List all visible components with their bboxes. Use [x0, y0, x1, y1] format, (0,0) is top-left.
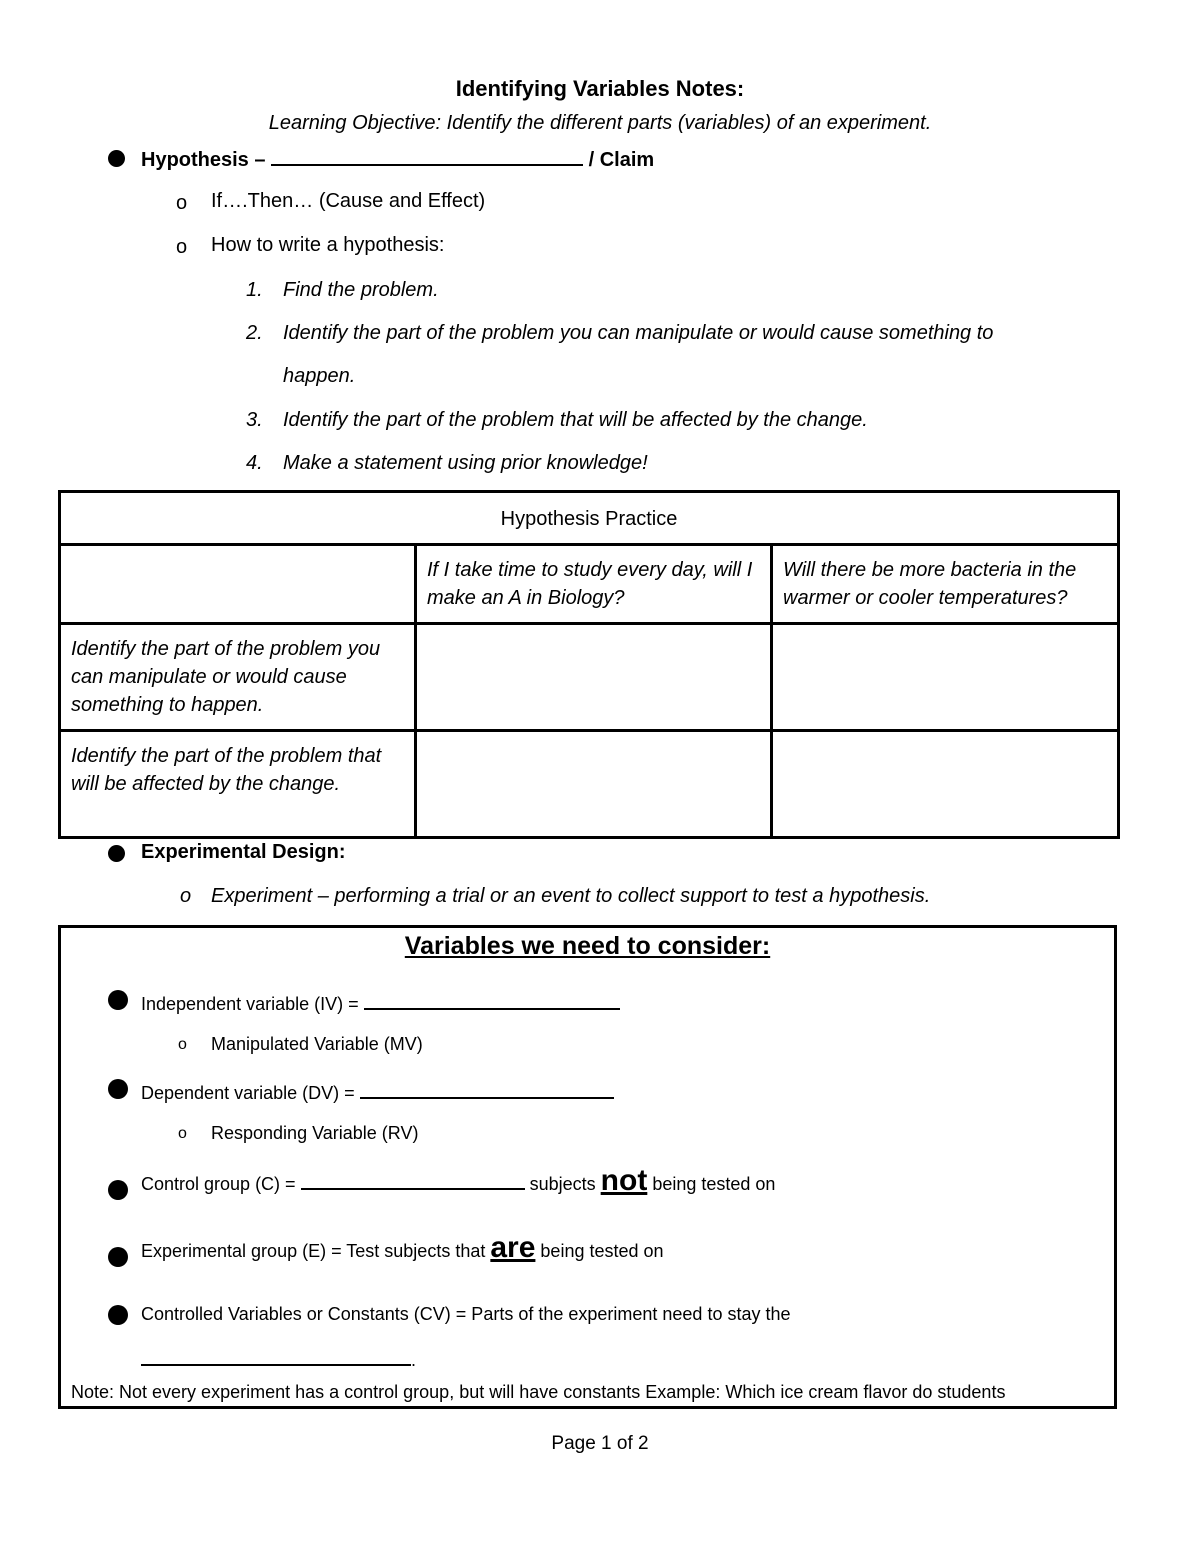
hypothesis-sub2: How to write a hypothesis: — [211, 234, 445, 256]
bullet-icon — [108, 845, 125, 862]
circle-bullet-icon: o — [176, 192, 188, 214]
experimental-line — [141, 1231, 664, 1265]
control-blank — [301, 1170, 525, 1190]
table-row — [60, 624, 1119, 731]
step-1: Find the problem. — [283, 279, 439, 301]
hypothesis-line — [141, 146, 654, 172]
iv-line — [141, 990, 620, 1015]
table-header: Hypothesis Practice — [60, 492, 1119, 545]
hypothesis-claim: / Claim — [588, 149, 655, 171]
table-row — [60, 545, 1119, 624]
dv-blank — [360, 1079, 614, 1099]
iv-label: Independent variable (IV) = — [141, 994, 359, 1014]
experiment-definition: Experiment – performing a trial or an event to collect support to test a hypothesis. — [211, 885, 931, 907]
circle-bullet-icon: o — [178, 1125, 187, 1142]
experimental-design-label: Experimental Design: — [141, 841, 346, 863]
bullet-icon — [108, 1079, 128, 1099]
table-row-label-2: Identify the part of the problem that will be affected by the change. — [60, 731, 416, 838]
step-number: 4. — [246, 452, 263, 474]
experimental-end: being tested on — [540, 1241, 664, 1261]
answer-cell[interactable] — [772, 624, 1119, 731]
iv-blank — [364, 990, 620, 1010]
hypothesis-blank — [271, 146, 583, 166]
table-row — [60, 731, 1119, 838]
bullet-icon — [108, 1247, 128, 1267]
note-text: Note: Not every experiment has a control group, but will have constants Example: Which ice cream flavor do students — [71, 1382, 1006, 1402]
table-question-1: If I take time to study every day, will I make an A in Biology? — [416, 545, 772, 624]
answer-cell[interactable] — [772, 731, 1119, 838]
step-3: Identify the part of the problem that will be affected by the change. — [283, 409, 868, 431]
page-number: Page 1 of 2 — [551, 1433, 649, 1454]
circle-bullet-icon: o — [178, 1036, 187, 1053]
hypothesis-practice-table — [58, 490, 1120, 839]
step-number: 3. — [246, 409, 263, 431]
bullet-icon — [108, 1305, 128, 1325]
table-cell-empty — [60, 545, 416, 624]
italic-bullet-icon: o — [180, 885, 192, 907]
control-end: being tested on — [652, 1174, 776, 1194]
dv-sub: Responding Variable (RV) — [211, 1123, 419, 1143]
bullet-icon — [108, 150, 125, 167]
learning-objective: Learning Objective: Identify the different parts (variables) of an experiment. — [268, 112, 932, 134]
bullet-icon — [108, 1180, 128, 1200]
dv-label: Dependent variable (DV) = — [141, 1083, 355, 1103]
cv-end: . — [411, 1350, 417, 1370]
answer-cell[interactable] — [416, 731, 772, 838]
step-number: 2. — [246, 322, 263, 344]
experimental-label: Experimental group (E) = Test subjects that — [141, 1241, 486, 1261]
step-2-continued: happen. — [283, 365, 356, 387]
circle-bullet-icon: o — [176, 236, 188, 258]
experimental-emphasis: are — [490, 1231, 536, 1264]
hypothesis-sub1: If….Then… (Cause and Effect) — [211, 190, 486, 212]
table-row-label-1: Identify the part of the problem you can manipulate or would cause something to happen. — [60, 624, 416, 731]
control-subjects: subjects — [529, 1174, 596, 1194]
cv-line — [141, 1346, 416, 1371]
table-row — [60, 492, 1119, 545]
dv-line — [141, 1079, 614, 1104]
answer-cell[interactable] — [416, 624, 772, 731]
step-2: Identify the part of the problem you can manipulate or would cause something to — [283, 322, 994, 344]
hypothesis-label: Hypothesis – — [141, 149, 266, 171]
iv-sub: Manipulated Variable (MV) — [211, 1034, 423, 1054]
step-4: Make a statement using prior knowledge! — [283, 452, 648, 474]
page-title: Identifying Variables Notes: — [455, 76, 745, 101]
control-emphasis: not — [600, 1164, 648, 1197]
control-line — [141, 1164, 775, 1198]
bullet-icon — [108, 990, 128, 1010]
cv-blank — [141, 1346, 411, 1366]
variables-box — [58, 925, 1117, 1409]
variables-title: Variables we need to consider: — [404, 932, 771, 960]
control-label: Control group (C) = — [141, 1174, 296, 1194]
step-number: 1. — [246, 279, 263, 301]
table-question-2: Will there be more bacteria in the warmer or cooler temperatures? — [772, 545, 1119, 624]
cv-label: Controlled Variables or Constants (CV) = Parts of the experiment need to stay the — [141, 1304, 791, 1324]
